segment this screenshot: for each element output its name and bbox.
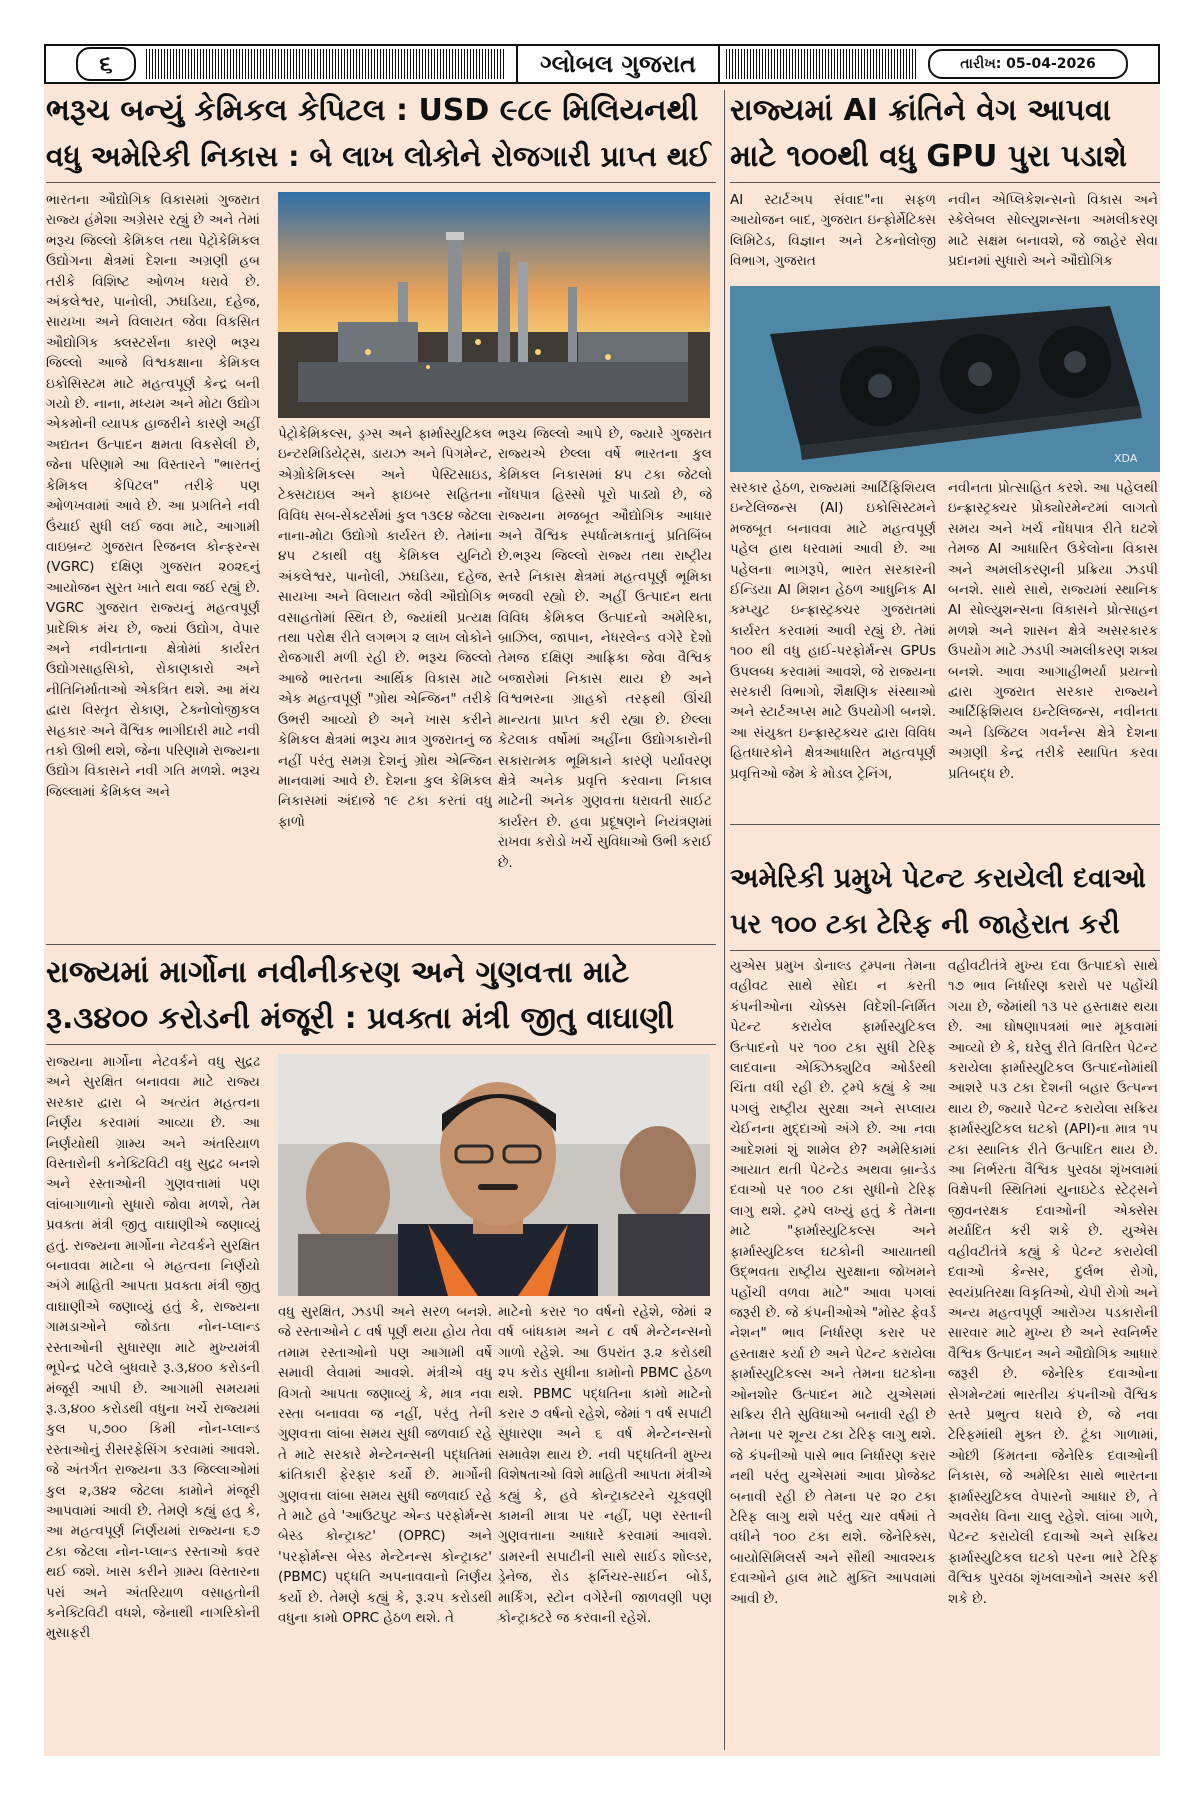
story1-text: ભારતના ઔદ્યોગિક વિકાસમાં ગુજરાત રાજ્ય હંમેશા અગ્રેસર રહ્યું છે અને તેમાં ભરૂચ જિલ્લો કેમિકલ તથા પેટ્રોકેમિકલ ઉદ્યોગના ક્ષેત્રમાં દેશના અગ્રણી હબ તરીકે વિશિષ્ટ ઓળખ ધરાવે છે. અંકલેશ્વર, પાનોલી, ઝઘડિયા, દહેજ, સાયખા અને વિલાયત જેવા વિકસિત ઔદ્યોગિક ક્લસ્ટર્સના કારણે ભરૂચ જિલ્લો આજે વિશ્વકક્ષાના કેમિકલ ઇકોસિસ્ટમ માટે મહત્વપૂર્ણ કેન્દ્ર બની ગયો છે. નાના, મધ્યમ અને મોટા ઉદ્યોગ એકમોની વ્યાપક હાજરીને કારણે અહીં અદ્યતન ઉત્પાદન ક્ષમતા વિકસેલી છે, જેના પરિણામે આ વિસ્તારને "ભારતનું કેમિકલ કેપિટલ" તરીકે પણ ઓળખવામાં આવે છે. આ પ્રગતિને નવી ઉંચાઈ સુધી લઈ જવા માટે, આગામી વાઇબ્રન્ટ ગુજરાત રિજનલ કોન્ફરન્સ (VGRC) દક્ષિણ ગુજરાત ૨૦૨૬નું આયોજન સુરત ખાતે થવા જઈ રહ્યું છે. VGRC ગુજરાત રાજ્યનું મહત્વપૂર્ણ પ્રાદેશિક મંચ છે, જ્યાં ઉદ્યોગ, વેપાર અને નવીનતાના ક્ષેત્રોમાં કાર્યરત ઉદ્યોગસાહસિકો, રોકાણકારો અને નીતિનિર્માતાઓ એકત્રિત થશે. આ મંચ દ્વારા વિસ્તૃત રોકાણ, ટેક્નોલોજીકલ સહકાર અને વૈશ્વિક ભાગીદારી માટે નવી તકો ઊભી થશે, જેના પરિણામે રાજ્યના ઉદ્યોગ વિકાસને નવી ગતિ મળશે. ભરૂચ જિલ્લામાં કેમિકલ અને [46,192,260,800]
story2-column-1-top [730,190,936,276]
gpu-image-watermark: XDA [1114,452,1138,465]
masthead-hatch-left [146,49,506,79]
story1-headline-line2: વધુ અમેરિકી નિકાસ : બે લાખ લોકોને રોજગારી પ્રાપ્ત થઈ [46,140,711,173]
story4-top-rule [730,824,1160,825]
story3-headline-line2: રૂ.૩૪૦૦ કરોડની મંજૂરી : પ્રવક્તા મંત્રી જીતુ વાઘાણી [46,1001,675,1036]
story4-column-2 [948,956,1158,1752]
story2-column-2-bottom [948,478,1158,818]
page-number: ૬ [76,47,136,81]
story1-column-2 [278,424,492,938]
story2-text: સરકાર હેઠળ, રાજ્યમાં આર્ટિફિશિયલ ઇન્ટેલિજન્સ (AI) ઇકોસિસ્ટમને મજબૂત બનાવવા માટે મહત્વપૂર્ણ પહેલ હાથ ધરવામાં આવી છે. આ પહેલના ભાગરૂપે, ભારત સરકારની ઈન્ડિયા AI મિશન હેઠળ આધુનિક AI કમ્પ્યુટ ઇન્ફ્રાસ્ટ્રક્ચર ગુજરાતમાં કાર્યરત કરવામાં આવી રહ્યું છે. તેમાં ૧૦૦ થી વધુ હાઈ-પરફોર્મન્સ GPUs ઉપલબ્ધ કરવામાં આવશે, જે રાજ્યના સરકારી વિભાગો, શૈક્ષણિક સંસ્થાઓ અને સ્ટાર્ટઅપ્સ માટે ઉપયોગી બનશે. આ સંયુક્ત ઇન્ફ્રાસ્ટ્રક્ચર દ્વારા વિવિધ હિતધારકોને ક્ષેત્રઆધારિત મહત્વપૂર્ણ પ્રવૃત્તિઓ જેમ કે મોડલ ટ્રેનિંગ, [730,480,936,782]
story4-column-1 [730,956,936,1752]
story3-top-rule [46,944,716,945]
story1-headline-line1: ભરૂચ બન્યું કેમિકલ કેપિટલ : USD ૯૮૯ મિલિયનથી [46,93,699,128]
story2-text: AI સ્ટાર્ટઅપ સંવાદ"ના સફળ આયોજન બાદ, ગુજરાત ઇન્ફોર્મેટિક્સ લિમિટેડ, વિજ્ઞાન અને ટેકનોલોજી વિભાગ, ગુજરાત [730,192,936,270]
minister-photo [278,1054,710,1296]
masthead [44,44,1160,84]
story4-headline-line1: અમેરિકી પ્રમુખે પેટન્ટ કરાયેલી દવાઓ [730,863,1147,894]
vertical-column-rule [724,90,725,1750]
story2-column-1-bottom [730,478,936,818]
story2-text: નવીનતા પ્રોત્સાહિત કરશે. આ પહેલથી ઇન્ફ્રાસ્ટ્રક્ચર પ્રોક્યોરમેન્ટમાં લાગતો સમય અને ખર્ચ નોંધપાત્ર રીતે ઘટશે તેમજ AI આધારિત ઉકેલોના વિકાસ અને અમલીકરણની પ્રક્રિયા ઝડપી બનશે. સાથે સાથે, રાજ્યમાં સ્થાનિક AI સોલ્યુશન્સના વિકાસને પ્રોત્સાહન મળશે અને શાસન ક્ષેત્રે અસરકારક ઉપયોગ માટે ઝડપી અમલીકરણ શક્ય બનશે. આવા આગાહીભર્યા પ્રયત્નો દ્વારા ગુજરાત સરકાર રાજ્યને આર્ટિફિશિયલ ઇન્ટેલિજન્સ, નવીનતા અને ડિજિટલ ગવર્નન્સ ક્ષેત્રે દેશના અગ્રણી કેન્દ્ર તરીકે સ્થાપિત કરવા પ્રતિબદ્ધ છે. [948,480,1158,782]
story4-divider [730,950,1160,951]
gpu-photo [730,286,1160,472]
newspaper-page [44,44,1160,1756]
story3-text: માટેનો કરાર ૧૦ વર્ષનો રહેશે, જેમાં ૨ વર્ષ બાંધકામ અને ૮ વર્ષ મેન્ટેનન્સનો ગાળો રહેશે. આ ઉપરાંત રૂ.૨ કરોડથી ૨૫ કરોડ સુધીના કામોનો PBMC હેઠળ થશે. PBMC પદ્ધતિના કામો માટેનો કરાર ૭ વર્ષનો રહેશે, જેમાં ૧ વર્ષ સપાટી સુધારણા અને ૬ વર્ષ મેન્ટેનન્સનો સમાવેશ થાય છે. નવી પદ્ધતિની મુખ્ય વિશેષતાઓ વિશે માહિતી આપતા મંત્રીએ કહ્યું કે, હવે કોન્ટ્રાક્ટરને ચૂકવણી કામની માત્રા પર નહીં, પણ રસ્તાની ગુણવત્તાના આધારે કરવામાં આવશે. ડામરની સપાટીની સાથે સાઈડ શોલ્ડર, ડ્રેનેજ, રોડ ફર્નિચર-સાઈન બોર્ડ, માર્કિંગ, સ્ટોન વગેરેની જાળવણી પણ કોન્ટ્રાક્ટરે જ કરવાની રહેશે. [498,1304,712,1627]
story1-column-3 [498,424,712,938]
masthead-hatch-right [726,49,916,79]
story3-text: રાજ્યના માર્ગોના નેટવર્કને વધુ સુદ્રઢ અને સુરક્ષિત બનાવવા માટે રાજ્ય સરકાર દ્વારા બે અત્યંત મહત્વના નિર્ણય કરવામાં આવ્યા છે. આ નિર્ણયોથી ગ્રામ્ય અને અંતરિયાળ વિસ્તારોની કનેક્ટિવિટી વધુ સુદ્રઢ બનશે અને રસ્તાઓની ગુણવત્તામાં પણ લાંબાગાળાનો સુધારો જોવા મળશે, તેમ પ્રવક્તા મંત્રી જીતુ વાઘાણીએ જણાવ્યું હતું. રાજ્યના માર્ગોના નેટવર્કને સુરક્ષિત બનાવવા માટેના બે મહત્વના નિર્ણયો અંગે માહિતી આપતા પ્રવક્તા મંત્રી જીતુ વાઘાણીએ જણાવ્યું હતું કે, રાજ્યના ગામડાઓને જોડતા નોન-પ્લાન્ડ રસ્તાઓની સુધારણા માટે મુખ્યમંત્રી ભૂપેન્દ્ર પટેલે બુધવારે રૂ.૩,૪૦૦ કરોડની મંજૂરી આપી છે. આગામી સમયમાં રૂ.૩,૪૦૦ કરોડથી વધુના ખર્ચે રાજ્યમાં કુલ ૫,૭૦૦ કિમી નોન-પ્લાન્ડ રસ્તાઓનું રીસરફેસિંગ કરવામાં આવશે. જે અંતર્ગત રાજ્યના ૩૩ જિલ્લાઓમાં કુલ ૨,૩૪૨ જેટલા કામોને મંજૂરી આપવામાં આવી છે. તેમણે કહ્યું હતુ કે, આ મહત્વપૂર્ણ નિર્ણયમાં રાજ્યના ૬૭ ટકા જેટલા નોન-પ્લાન્ડ રસ્તાઓ કવર થઈ જશે. ખાસ કરીને ગ્રામ્ય વિસ્તારના પરાં અને અંતરિયાળ વસાહતોની કનેક્ટિવિટી વધશે, જેનાથી નાગરિકોની મુસાફરી [46,1054,260,1642]
story1-divider [46,182,716,183]
gpu-image [730,286,1160,472]
story4-text: વહીવટીતંત્રે મુખ્ય દવા ઉત્પાદકો સાથે ૧૭ ભાવ નિર્ધારણ કરારો પર પહોંચી ગયા છે, જેમાંથી ૧૩ પર હસ્તાક્ષર થયા છે. આ ઘોષણાપત્રમાં ભાર મૂકવામાં આવ્યો છે કે, ઘરેલુ રીતે વિતરિત પેટન્ટ કરાયેલા ફાર્માસ્યુટિકલ ઉત્પાદનોમાંથી આશરે ૫૩ ટકા દેશની બહાર ઉત્પન્ન થાય છે, જ્યારે પેટન્ટ કરાયેલા સક્રિય ફાર્માસ્યુટિકલ ઘટકો (API)ના માત્ર ૧૫ ટકા સ્થાનિક રીતે ઉત્પાદિત થાય છે. આ નિર્ભરતા વૈશ્વિક પુરવઠા શૃંખલામાં વિક્ષેપની સ્થિતિમાં યુનાઇટેડ સ્ટેટ્સને જીવનરક્ષક દવાઓની એક્સેસ મર્યાદિત કરી શકે છે. યુએસ વહીવટીતંત્રે કહ્યું કે પેટન્ટ કરાયેલી દવાઓ કેન્સર, દુર્લભ રોગો, સ્વયંપ્રતિરક્ષા વિકૃતિઓ, ચેપી રોગો અને અન્ય મહત્વપૂર્ણ આરોગ્ય પડકારોની સારવાર માટે મુખ્ય છે અને સ્વનિર્ભર વૈશ્વિક ઉત્પાદન અને ઔદ્યોગિક આધાર જરૂરી છે. જેનેરિક દવાઓના સેગમેન્ટમાં ભારતીય કંપનીઓ વૈશ્વિક સ્તરે પ્રભુત્વ ધરાવે છે, જે નવા ટેરિફમાંથી મુક્ત છે. ટૂંકા ગાળામાં, ઓછી કિંમતના જેનેરિક દવાઓની નિકાસ, જે અમેરિકા સાથે ભારતના ફાર્માસ્યુટિકલ વેપારનો આધાર છે, તે અવરોધ વિના ચાલુ રહેશે. લાંબા ગાળે, પેટન્ટ કરાયેલી દવાઓ અને સક્રિય ફાર્માસ્યુટિકલ ઘટકો પરના ભારે ટેરિફ વૈશ્વિક પુરવઠા શૃંખલાઓને અસર કરી શકે છે. [948,958,1158,1607]
minister-image [278,1054,710,1296]
story2-text: નવીન એપ્લિકેશન્સનો વિકાસ અને સ્કેલેબલ સોલ્યુશન્સના અમલીકરણ માટે સક્ષમ બનાવશે, જે જાહેર સેવા પ્રદાનમાં સુધારો અને ઔદ્યોગિક [948,192,1158,270]
publication-title: ગ્લોબલ ગુજરાત [516,46,720,82]
story3-column-1 [46,1052,260,1752]
issue-date: તારીખ: 05-04-2026 [928,49,1128,79]
story3-divider [46,1044,716,1045]
story4-headline-line2: પર ૧૦૦ ટકા ટેરિફ ની જાહેરાત કરી [730,909,1120,940]
story1-column-1 [46,190,260,938]
story2-headline-line1: રાજ્યમાં AI ક્રાંતિને વેગ આપવા [730,93,1112,128]
story1-text: ભરૂચ જિલ્લો આપે છે, જ્યારે ગુજરાત રાજ્યએ છેલ્લા વર્ષે ભારતના કુલ કેમિકલ નિકાસમાં ૪૫ ટકા જેટલો નોંધપાત્ર હિસ્સો પૂરો પાડ્યો છે, જે રાજ્યના મજબૂત ઔદ્યોગિક આધાર અને વૈશ્વિક સ્પર્ધાત્મકતાનું પ્રતિબિંબ છે.ભરૂચ જિલ્લો રાજ્ય તથા રાષ્ટ્રીય સ્તરે નિકાસ ક્ષેત્રમાં મહત્વપૂર્ણ ભૂમિકા ભજવી રહ્યો છે. અહીં ઉત્પાદન થતા વિવિધ કેમિકલ ઉત્પાદનો અમેરિકા, બ્રાઝિલ, જાપાન, નેધરલેન્ડ વગેરે દેશો તેમજ દક્ષિણ આફ્રિકા જેવા વૈશ્વિક બજારોમાં નિકાસ થાય છે અને વિશ્વભરના ગ્રાહકો તરફથી ઊંચી માન્યતા પ્રાપ્ત કરી રહ્યા છે. છેલ્લા કેટલાક વર્ષોમાં અહીંના ઉદ્યોગકારોની સકારાત્મક ભૂમિકાને કારણે પર્યાવરણ ક્ષેત્રે અનેક પ્રવૃત્તિ કરવાના નિકાલ માટેની અનેક ગુણવત્તા ધરાવતી સાઈટ કાર્યરત છે. હવા પ્રદૂષણને નિયંત્રણમાં રાખવા કરોડો ખર્ચે સુવિધાઓ ઉભી કરાઈ છે. [498,426,712,871]
story2-divider [730,182,1160,183]
story4-text: યુએસ પ્રમુખ ડોનાલ્ડ ટ્રમ્પના તેમના વહીવટ સાથે સોદા ન કરતી કંપનીઓના ચોક્કસ વિદેશી-નિર્મિત પેટન્ટ કરાયેલ ફાર્માસ્યુટિકલ ઉત્પાદનો પર ૧૦૦ ટકા સુધી ટેરિફ લાદવાના એક્ઝિક્યુટિવ ઓર્ડરથી ચિંતા વધી રહી છે. ટ્રમ્પે કહ્યું કે આ પગલું રાષ્ટ્રીય સુરક્ષા અને સપ્લાય ચેઈનના મુદ્દાઓ અંગે છે. આ નવા આદેશમાં શું શામેલ છે? અમેરિકામાં આયાત થતી પેટન્ટેડ અથવા બ્રાન્ડેડ દવાઓ પર ૧૦૦ ટકા સુધીનો ટેરિફ લાગુ થશે. ટ્રમ્પે લખ્યું હતું કે તેમના માટે "ફાર્માસ્યુટિકલ્સ અને ફાર્માસ્યુટિકલ ઘટકોની આયાતથી ઉદ્ભવતા રાષ્ટ્રીય સુરક્ષાના જોખમને પહોંચી વળવા માટે" આવા પગલાં જરૂરી છે. જે કંપનીઓએ "મોસ્ટ ફેવર્ડ નેશન" ભાવ નિર્ધારણ કરાર પર હસ્તાક્ષર કર્યા છે અને પેટન્ટ કરાયેલા ફાર્માસ્યુટિકલ્સ અને તેમના ઘટકોના ઓનશોર ઉત્પાદન માટે યુએસમાં સક્રિય રીતે સુવિધાઓ બનાવી રહી છે તેમના પર શૂન્ય ટકા ટેરિફ લાગુ થશે. જે કંપનીઓ પાસે ભાવ નિર્ધારણ કરાર નથી પરંતુ યુએસમાં આવા પ્રોજેક્ટ બનાવી રહી છે તેમના પર ૨૦ ટકા ટેરિફ લાગુ થશે પરંતુ ચાર વર્ષમાં તે વધીને ૧૦૦ ટકા થશે. જેનેરિક્સ, બાયોસિમિલર્સ અને સૌથી આવશ્યક દવાઓને હાલ માટે મુક્તિ આપવામાં આવી છે. [730,958,936,1607]
story2-column-2-top [948,190,1158,276]
refinery-image [278,192,710,418]
story3-column-2 [278,1302,492,1752]
story1-text: પેટ્રોકેમિકલ્સ, ડ્રગ્સ અને ફાર્માસ્યુટિકલ ઇન્ટરમિડિયેટ્સ, ડાયઝ અને પિગમેન્ટ, એગ્રોકેમિકલ્સ અને પેસ્ટિસાઇડ, ટેક્સટાઇલ અને ફાઇબર સહિતના વિવિધ સબ-સેક્ટર્સમાં કુલ ૧૩૯૪ જેટલા નાના-મોટા ઉદ્યોગો કાર્યરત છે. તેમાંના ૪૫ ટકાથી વધુ કેમિકલ યુનિટો અંકલેશ્વર, પાનોલી, ઝઘડિયા, દહેજ, સાયખા અને વિલાયત જેવી ઔદ્યોગિક વસાહતોમાં સ્થિત છે, જ્યાંથી પ્રત્યક્ષ તથા પરોક્ષ રીતે લગભગ ૨ લાખ લોકોને રોજગારી મળી રહી છે. ભરૂચ જિલ્લો આજે ભારતના આર્થિક વિકાસ માટે એક મહત્વપૂર્ણ "ગ્રોથ એન્જિન" તરીકે ઉભરી આવ્યો છે અને ખાસ કરીને કેમિકલ ક્ષેત્રમાં ભરૂચ માત્ર ગુજરાતનું જ નહીં પરંતુ સમગ્ર દેશનું ગ્રોથ એન્જિન માનવામાં આવે છે. દેશના કુલ કેમિકલ નિકાસમાં અંદાજે ૧૯ ટકા કરતાં વધુ ફાળો [278,426,492,830]
story3-text: વધુ સુરક્ષિત, ઝડપી અને સરળ બનશે. જે રસ્તાઓને ૮ વર્ષ પૂર્ણ થયા હોય તેવા તમામ રસ્તાઓનો પણ આગામી વર્ષે સમાવી લેવામાં આવશે. મંત્રીએ વધુ વિગતો આપતા જણાવ્યું કે, માત્ર નવા રસ્તા બનાવવા જ નહીં, પરંતુ તેની ગુણવત્તા લાંબા સમય સુધી જળવાઈ રહે તે માટે સરકારે મેન્ટેનન્સની પદ્ધતિમાં ક્રાંતિકારી ફેરફાર કર્યો છે. માર્ગોની ગુણવત્તા લાંબા સમય સુધી જળવાઈ રહે તે માટે હવે 'આઉટપુટ એન્ડ પરફોર્મન્સ બેસ્ડ કોન્ટ્રાક્ટ' (OPRC) અને 'પરફોર્મન્સ બેસ્ડ મેન્ટેનન્સ કોન્ટ્રાક્ટ' (PBMC) પદ્ધતિ અપનાવવાનો નિર્ણય કર્યો છે. તેમણે કહ્યું કે, રૂ.૨૫ કરોડથી વધુના કામો OPRC હેઠળ થશે. તે [278,1304,492,1627]
story3-column-3 [498,1302,712,1752]
story2-headline-line2: માટે ૧૦૦થી વધુ GPU પુરા પડાશે [730,139,1128,174]
story3-headline-line1: રાજ્યમાં માર્ગોના નવીનીકરણ અને ગુણવત્તા માટે [46,955,630,990]
refinery-photo [278,192,710,418]
